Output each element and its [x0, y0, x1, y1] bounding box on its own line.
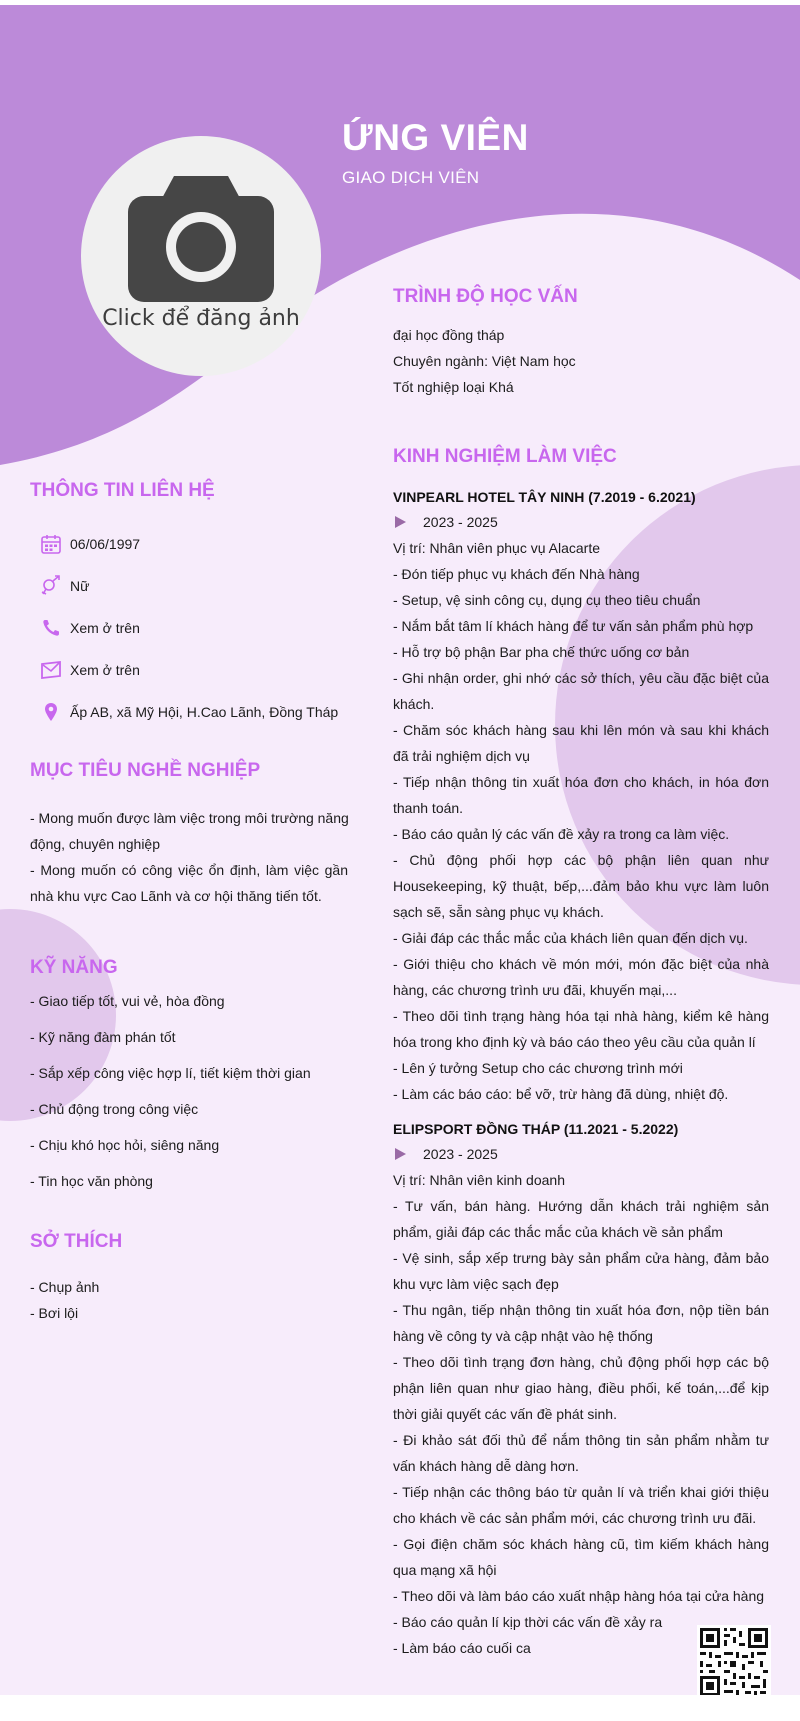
job-duty: - Chăm sóc khách hàng sau khi lên món và sau khi khách đã trải nghiệm dịch vụ	[393, 722, 769, 764]
job-duty: - Tiếp nhận các thông báo từ quản lí và triển khai giới thiệu cho khách về các sản phẩm mới, các chương trình ưu đãi.	[393, 1484, 769, 1526]
education-grade: Tốt nghiệp loại Khá	[393, 379, 514, 395]
job-duty: - Báo cáo quản lý các vấn đề xảy ra trong ca làm việc.	[393, 826, 730, 842]
objective-line: - Mong muốn được làm việc trong môi trường năng	[30, 810, 349, 826]
job-period	[393, 1146, 498, 1162]
job-duty: - Lên ý tưởng Setup cho các chương trình mới	[393, 1060, 683, 1076]
skill-item: - Sắp xếp công việc hợp lí, tiết kiệm thời gian	[30, 1065, 311, 1081]
job-duty: Vị trí: Nhân viên kinh doanh	[393, 1172, 565, 1188]
education-text	[393, 322, 576, 400]
bg-circle-left	[0, 909, 116, 1121]
location-pin-icon	[40, 701, 62, 723]
job-duty: - Setup, vệ sinh công cụ, dụng cụ theo tiêu chuẩn	[393, 592, 701, 608]
job-duty: - Ghi nhận order, ghi nhớ các sở thích, yêu cầu đặc biệt của khách.	[393, 670, 769, 712]
job-duty: - Đón tiếp phục vụ khách đến Nhà hàng	[393, 566, 640, 582]
education-title: TRÌNH ĐỘ HỌC VẤN	[393, 286, 578, 307]
experience-title: KINH NGHIỆM LÀM VIỆC	[393, 446, 617, 467]
phone-icon	[40, 617, 62, 639]
contact-birthday	[40, 533, 140, 555]
contact-gender	[40, 575, 89, 597]
job-duty: - Gọi điện chăm sóc khách hàng cũ, tìm kiếm khách hàng qua mạng xã hội	[393, 1536, 769, 1578]
job-period	[393, 514, 498, 530]
email-icon	[40, 659, 62, 681]
triangle-bullet-icon	[395, 1148, 406, 1160]
job-duty: - Báo cáo quản lí kịp thời các vấn đề xảy ra	[393, 1614, 663, 1630]
photo-upload-label: Click để đăng ảnh	[102, 306, 300, 331]
hobby-item: - Chụp ảnh	[30, 1279, 100, 1295]
contact-gender-value: Nữ	[70, 578, 90, 594]
contact-address	[40, 701, 338, 723]
photo-upload[interactable]	[81, 136, 321, 376]
education-major: Chuyên ngành: Việt Nam học	[393, 353, 576, 369]
job-period-text: 2023 - 2025	[423, 1146, 498, 1162]
contact-email-value: Xem ở trên	[70, 662, 140, 678]
job-duty: - Nắm bắt tâm lí khách hàng để tư vấn sản phẩm phù hợp	[393, 618, 754, 634]
job-duty: - Theo dõi tình trạng hàng hóa tại nhà hàng, kiểm kê hàng hóa trong kho định kỳ và báo cáo theo yêu cầu của quản lí	[393, 1008, 769, 1050]
camera-icon	[128, 176, 274, 302]
objective-line: động, chuyên nghiệp	[30, 836, 160, 852]
job-duty: - Giải đáp các thắc mắc của khách liên quan đến dịch vụ.	[393, 930, 748, 946]
objective-title: MỤC TIÊU NGHỀ NGHIỆP	[30, 760, 261, 781]
contact-birthday-value: 06/06/1997	[70, 536, 141, 552]
qr-code-icon	[697, 1625, 771, 1695]
job-duty: - Tư vấn, bán hàng. Hướng dẫn khách trải nghiệm sản phẩm, giải đáp các thắc mắc của khách về sản phẩm	[393, 1198, 769, 1240]
objective-line: nhà khu vực Cao Lãnh và cơ hội thăng tiến tốt.	[30, 888, 322, 904]
job-duty: Vị trí: Nhân viên phục vụ Alacarte	[393, 540, 600, 556]
job-duty: - Theo dõi tình trạng đơn hàng, chủ động phối hợp các bộ phận liên quan như giao hàng, điều phối, kế toán,...để kịp thời giải quyết các vấn đề phát sinh.	[393, 1354, 769, 1422]
job-duty: - Theo dõi và làm báo cáo xuất nhập hàng hóa tại cửa hàng	[393, 1588, 765, 1604]
education-school: đại học đồng tháp	[393, 327, 505, 343]
job-duty: - Làm các báo cáo: bể vỡ, trừ hàng đã dùng, nhiệt độ.	[393, 1086, 729, 1102]
hobbies-title: SỞ THÍCH	[30, 1231, 123, 1252]
contact-phone	[40, 617, 140, 639]
job-duty: - Giới thiệu cho khách về món mới, món đặc biệt của nhà hàng, các chương trình ưu đãi, khuyến mại,...	[393, 956, 769, 998]
candidate-name: ỨNG VIÊN	[342, 117, 529, 158]
cv-paper	[0, 5, 800, 1695]
job-company: VINPEARL HOTEL TÂY NINH (7.2019 - 6.2021)	[393, 489, 696, 505]
job-duty: - Tiếp nhận thông tin xuất hóa đơn cho khách, in hóa đơn thanh toán.	[393, 774, 769, 816]
job-period-text: 2023 - 2025	[423, 514, 498, 530]
skills-title: KỸ NĂNG	[30, 957, 118, 978]
gender-icon	[40, 575, 62, 597]
job-duty: - Thu ngân, tiếp nhận thông tin xuất hóa đơn, nộp tiền bán hàng về công ty và cập nhật vào hệ thống	[393, 1302, 769, 1344]
objective-line: - Mong muốn có công việc ổn định, làm việc gần	[30, 862, 348, 878]
skill-item: - Tin học văn phòng	[30, 1173, 153, 1189]
contact-title: THÔNG TIN LIÊN HỆ	[30, 480, 215, 501]
contact-address-value: Ấp AB, xã Mỹ Hội, H.Cao Lãnh, Đồng Tháp	[70, 704, 339, 720]
contact-phone-value: Xem ở trên	[70, 620, 140, 636]
job-duties	[393, 535, 769, 1107]
calendar-icon	[40, 533, 62, 555]
job-duties	[393, 1167, 769, 1661]
contact-email	[40, 659, 140, 681]
job-company: ELIPSPORT ĐỒNG THÁP (11.2021 - 5.2022)	[393, 1121, 679, 1137]
candidate-position: GIAO DỊCH VIÊN	[342, 168, 480, 187]
job-duty: - Đi khảo sát đối thủ để nắm thông tin sản phẩm nhằm tư vấn khách hàng dễ dàng hơn.	[393, 1432, 769, 1474]
skill-item: - Kỹ năng đàm phán tốt	[30, 1029, 176, 1045]
skill-item: - Giao tiếp tốt, vui vẻ, hòa đồng	[30, 993, 225, 1009]
job-duty: - Làm báo cáo cuối ca	[393, 1640, 531, 1656]
hobbies-list	[30, 1274, 99, 1326]
objective-text	[30, 805, 348, 909]
hobby-item: - Bơi lội	[30, 1305, 79, 1321]
triangle-bullet-icon	[395, 516, 406, 528]
job-duty: - Vệ sinh, sắp xếp trưng bày sản phẩm cửa hàng, đảm bảo khu vực làm việc sạch đẹp	[393, 1250, 769, 1292]
skill-item: - Chịu khó học hỏi, siêng năng	[30, 1137, 220, 1153]
job-duty: - Hỗ trợ bộ phận Bar pha chế thức uống cơ bản	[393, 644, 690, 660]
job-duty: - Chủ động phối hợp các bộ phận liên quan như Housekeeping, kỹ thuật, bếp,...đảm bảo khu vực làm luôn sạch sẽ, sẵn sàng phục vụ khách.	[393, 852, 769, 920]
skill-item: - Chủ động trong công việc	[30, 1101, 199, 1117]
